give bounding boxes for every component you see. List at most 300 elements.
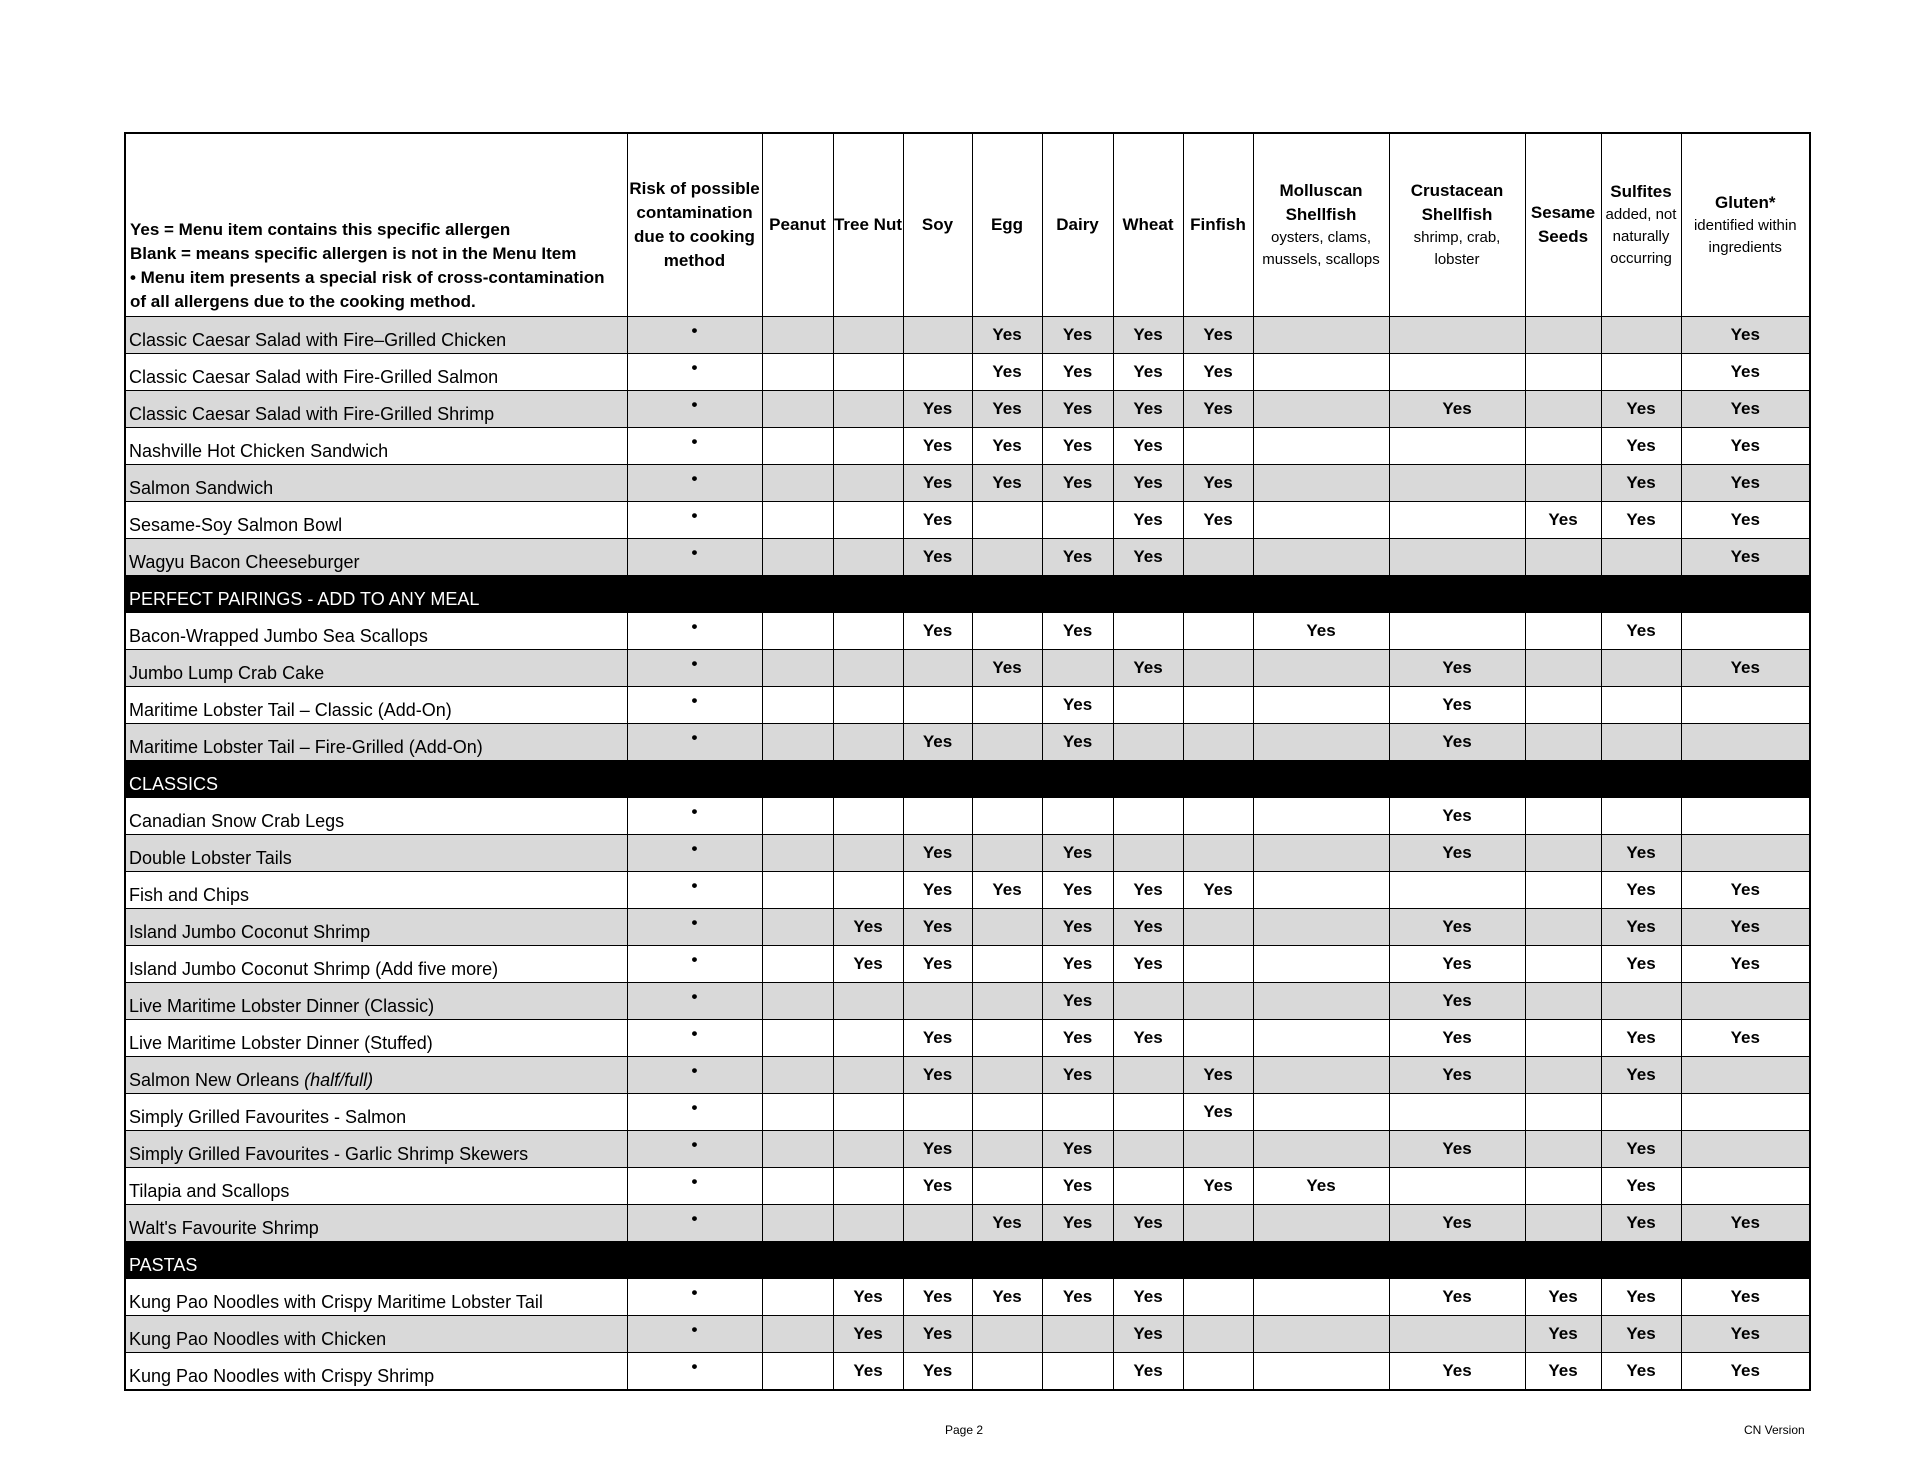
allergen-cell: Yes [1681, 1205, 1810, 1242]
risk-cell [627, 724, 762, 761]
allergen-cell: Yes [1681, 909, 1810, 946]
allergen-cell [833, 687, 903, 724]
allergen-cell: Yes [1113, 428, 1183, 465]
risk-bullet-icon: • [691, 1209, 698, 1228]
allergen-cell: Yes [1042, 983, 1113, 1020]
risk-cell [627, 502, 762, 539]
allergen-cell [762, 539, 833, 576]
allergen-cell [1525, 687, 1601, 724]
allergen-cell [1525, 428, 1601, 465]
allergen-cell: Yes [903, 1057, 972, 1094]
allergen-cell [1681, 1168, 1810, 1205]
table-row [125, 946, 1810, 983]
allergen-cell [1253, 502, 1389, 539]
col-header-soy: Soy [903, 133, 972, 317]
allergen-cell [762, 1279, 833, 1316]
allergen-cell [1183, 650, 1253, 687]
allergen-cell: Yes [903, 1353, 972, 1391]
allergen-cell: Yes [1525, 1279, 1601, 1316]
col-header-gluten: Gluten* identified within ingredients [1681, 133, 1810, 317]
allergen-cell [1389, 354, 1525, 391]
allergen-cell [1253, 354, 1389, 391]
allergen-cell [1113, 798, 1183, 835]
risk-bullet-icon: • [691, 1172, 698, 1191]
allergen-cell [903, 1094, 972, 1131]
table-row [125, 1020, 1810, 1057]
risk-bullet-icon: • [691, 950, 698, 969]
allergen-cell [1601, 354, 1681, 391]
allergen-cell: Yes [1042, 1279, 1113, 1316]
table-row [125, 1168, 1810, 1205]
allergen-cell [1389, 317, 1525, 354]
allergen-cell: Yes [1042, 1168, 1113, 1205]
table-row [125, 465, 1810, 502]
allergen-cell: Yes [1042, 354, 1113, 391]
allergen-cell [1525, 1094, 1601, 1131]
allergen-cell: Yes [1525, 1353, 1601, 1391]
allergen-cell: Yes [903, 835, 972, 872]
page-number: Page 2 [945, 1423, 984, 1437]
risk-bullet-icon: • [691, 1098, 698, 1117]
allergen-cell [1183, 1353, 1253, 1391]
col-header-finfish: Finfish [1183, 133, 1253, 317]
risk-bullet-icon: • [691, 395, 698, 414]
risk-cell [627, 428, 762, 465]
allergen-cell [972, 502, 1042, 539]
col-header-crustacean-shellfish: Crustacean Shellfish shrimp, crab, lobster [1389, 133, 1525, 317]
allergen-cell [1253, 428, 1389, 465]
allergen-cell [1525, 909, 1601, 946]
allergen-cell [1253, 1279, 1389, 1316]
allergen-cell: Yes [1042, 1205, 1113, 1242]
allergen-cell: Yes [1113, 354, 1183, 391]
allergen-cell: Yes [1601, 428, 1681, 465]
allergen-cell [833, 1057, 903, 1094]
allergen-cell [1253, 798, 1389, 835]
menu-item-name: Kung Pao Noodles with Crispy Maritime Lobster Tail [125, 1279, 627, 1316]
allergen-cell [833, 1131, 903, 1168]
allergen-cell [903, 687, 972, 724]
allergen-cell: Yes [903, 872, 972, 909]
allergen-cell: Yes [1525, 502, 1601, 539]
allergen-cell: Yes [833, 1279, 903, 1316]
allergen-cell: Yes [1113, 317, 1183, 354]
allergen-cell [762, 354, 833, 391]
table-row [125, 391, 1810, 428]
header-row [125, 133, 1810, 317]
allergen-cell [833, 798, 903, 835]
risk-cell [627, 1279, 762, 1316]
allergen-cell: Yes [1681, 354, 1810, 391]
allergen-cell: Yes [1681, 946, 1810, 983]
allergen-cell [903, 983, 972, 1020]
menu-item-name: Canadian Snow Crab Legs [125, 798, 627, 835]
allergen-cell: Yes [1601, 1279, 1681, 1316]
allergen-cell: Yes [1042, 428, 1113, 465]
allergen-cell [1525, 1057, 1601, 1094]
risk-bullet-icon: • [691, 617, 698, 636]
allergen-cell [833, 1020, 903, 1057]
allergen-cell [972, 798, 1042, 835]
allergen-cell [1389, 1094, 1525, 1131]
allergen-cell [833, 983, 903, 1020]
allergen-cell [1183, 946, 1253, 983]
table-row [125, 983, 1810, 1020]
allergen-cell [762, 1131, 833, 1168]
allergen-cell [1681, 613, 1810, 650]
allergen-cell [1525, 983, 1601, 1020]
allergen-cell: Yes [1113, 502, 1183, 539]
allergen-cell: Yes [903, 539, 972, 576]
allergen-cell [972, 1353, 1042, 1391]
allergen-cell: Yes [1042, 465, 1113, 502]
risk-cell [627, 613, 762, 650]
table-row [125, 1131, 1810, 1168]
allergen-cell: Yes [972, 1205, 1042, 1242]
allergen-cell: Yes [1042, 872, 1113, 909]
allergen-cell: Yes [903, 391, 972, 428]
allergen-cell: Yes [1389, 798, 1525, 835]
menu-item-name: Double Lobster Tails [125, 835, 627, 872]
allergen-cell [833, 872, 903, 909]
risk-bullet-icon: • [691, 839, 698, 858]
table-row [125, 798, 1810, 835]
allergen-cell: Yes [1601, 1057, 1681, 1094]
allergen-cell [1525, 539, 1601, 576]
menu-item-name: Classic Caesar Salad with Fire-Grilled Shrimp [125, 391, 627, 428]
allergen-cell [762, 650, 833, 687]
risk-cell [627, 650, 762, 687]
risk-cell [627, 1131, 762, 1168]
allergen-cell [1525, 465, 1601, 502]
allergen-cell: Yes [903, 465, 972, 502]
col-header-sesame-seeds: Sesame Seeds [1525, 133, 1601, 317]
section-title: PERFECT PAIRINGS - ADD TO ANY MEAL [125, 576, 1810, 613]
menu-item-name: Maritime Lobster Tail – Fire-Grilled (Add-On) [125, 724, 627, 761]
allergen-cell: Yes [1601, 502, 1681, 539]
allergen-cell [833, 1205, 903, 1242]
col-header-wheat: Wheat [1113, 133, 1183, 317]
allergen-cell: Yes [1681, 502, 1810, 539]
table-row [125, 428, 1810, 465]
allergen-cell: Yes [1183, 872, 1253, 909]
allergen-cell [762, 1020, 833, 1057]
risk-bullet-icon: • [691, 432, 698, 451]
allergen-cell [1525, 1205, 1601, 1242]
allergen-cell [1389, 1168, 1525, 1205]
allergen-cell [1253, 724, 1389, 761]
allergen-cell [1183, 687, 1253, 724]
allergen-cell [972, 724, 1042, 761]
allergen-cell [1681, 983, 1810, 1020]
risk-bullet-icon: • [691, 543, 698, 562]
risk-bullet-icon: • [691, 321, 698, 340]
allergen-cell [762, 983, 833, 1020]
allergen-cell [833, 1094, 903, 1131]
menu-item-name: Fish and Chips [125, 872, 627, 909]
version-label: CN Version [1744, 1423, 1805, 1437]
allergen-cell [1113, 1131, 1183, 1168]
allergen-cell [833, 354, 903, 391]
menu-item-name: Classic Caesar Salad with Fire–Grilled Chicken [125, 317, 627, 354]
allergen-cell [1113, 687, 1183, 724]
allergen-cell [1183, 983, 1253, 1020]
allergen-cell [1253, 1131, 1389, 1168]
allergen-cell: Yes [972, 872, 1042, 909]
allergen-cell: Yes [972, 465, 1042, 502]
allergen-cell [762, 502, 833, 539]
allergen-cell: Yes [1389, 1057, 1525, 1094]
legend-blank-meaning: Blank = means specific allergen is not in the Menu Item [130, 244, 577, 263]
allergen-cell [1601, 650, 1681, 687]
allergen-cell [972, 539, 1042, 576]
allergen-cell [1042, 798, 1113, 835]
table-row [125, 909, 1810, 946]
allergen-cell [833, 428, 903, 465]
allergen-cell [1525, 354, 1601, 391]
allergen-cell [1389, 502, 1525, 539]
allergen-cell: Yes [833, 909, 903, 946]
table-row [125, 872, 1810, 909]
allergen-cell [1525, 391, 1601, 428]
risk-cell [627, 1020, 762, 1057]
allergen-cell [1601, 317, 1681, 354]
allergen-cell [833, 539, 903, 576]
allergen-cell [1525, 1168, 1601, 1205]
allergen-cell [1253, 1353, 1389, 1391]
allergen-cell: Yes [1601, 946, 1681, 983]
allergen-cell: Yes [1042, 724, 1113, 761]
risk-cell [627, 465, 762, 502]
allergen-cell [972, 1020, 1042, 1057]
col-header-dairy: Dairy [1042, 133, 1113, 317]
risk-bullet-icon: • [691, 469, 698, 488]
allergen-cell: Yes [903, 502, 972, 539]
allergen-cell: Yes [1601, 1020, 1681, 1057]
allergen-cell: Yes [1183, 465, 1253, 502]
allergen-cell [972, 1057, 1042, 1094]
allergen-cell [1253, 317, 1389, 354]
allergen-cell: Yes [1601, 1168, 1681, 1205]
risk-cell [627, 909, 762, 946]
risk-cell [627, 983, 762, 1020]
allergen-cell: Yes [1681, 391, 1810, 428]
section-title: PASTAS [125, 1242, 1810, 1279]
risk-cell [627, 1094, 762, 1131]
allergen-cell: Yes [903, 724, 972, 761]
allergen-cell [833, 613, 903, 650]
allergen-cell [1525, 317, 1601, 354]
menu-item-name: Bacon-Wrapped Jumbo Sea Scallops [125, 613, 627, 650]
menu-item-name: Wagyu Bacon Cheeseburger [125, 539, 627, 576]
allergen-cell: Yes [1389, 1131, 1525, 1168]
allergen-cell [1601, 983, 1681, 1020]
table-row [125, 1316, 1810, 1353]
allergen-cell: Yes [1681, 428, 1810, 465]
allergen-cell [833, 502, 903, 539]
risk-bullet-icon: • [691, 691, 698, 710]
menu-item-name: Simply Grilled Favourites - Salmon [125, 1094, 627, 1131]
risk-cell [627, 1057, 762, 1094]
allergen-cell [972, 1131, 1042, 1168]
allergen-cell: Yes [1042, 835, 1113, 872]
allergen-cell: Yes [1681, 465, 1810, 502]
allergen-cell: Yes [1113, 391, 1183, 428]
allergen-cell [762, 613, 833, 650]
risk-cell [627, 835, 762, 872]
allergen-cell: Yes [903, 428, 972, 465]
allergen-cell [1601, 798, 1681, 835]
col-header-molluscan-shellfish: Molluscan Shellfish oysters, clams, mussels, scallops [1253, 133, 1389, 317]
allergen-cell [1183, 798, 1253, 835]
risk-bullet-icon: • [691, 654, 698, 673]
allergen-cell: Yes [1113, 1316, 1183, 1353]
allergen-cell [1525, 946, 1601, 983]
allergen-cell: Yes [1389, 1279, 1525, 1316]
allergen-cell: Yes [1113, 465, 1183, 502]
allergen-cell [1113, 835, 1183, 872]
allergen-cell [1681, 724, 1810, 761]
allergen-cell: Yes [1113, 1279, 1183, 1316]
allergen-cell: Yes [972, 317, 1042, 354]
risk-cell [627, 946, 762, 983]
allergen-cell [1042, 1316, 1113, 1353]
allergen-cell [1525, 724, 1601, 761]
allergen-cell: Yes [1389, 983, 1525, 1020]
allergen-cell [1042, 650, 1113, 687]
allergen-cell [1183, 1279, 1253, 1316]
allergen-cell [903, 354, 972, 391]
allergen-cell [762, 1057, 833, 1094]
allergen-cell: Yes [1253, 1168, 1389, 1205]
table-row [125, 354, 1810, 391]
allergen-cell: Yes [1113, 1353, 1183, 1391]
risk-cell [627, 354, 762, 391]
allergen-cell [1253, 1057, 1389, 1094]
allergen-cell: Yes [1681, 872, 1810, 909]
allergen-cell: Yes [1042, 687, 1113, 724]
risk-cell [627, 1353, 762, 1391]
table-row [125, 502, 1810, 539]
risk-cell [627, 539, 762, 576]
allergen-cell: Yes [1681, 1020, 1810, 1057]
allergen-cell [833, 391, 903, 428]
allergen-cell: Yes [1113, 650, 1183, 687]
allergen-cell [833, 724, 903, 761]
allergen-cell [762, 428, 833, 465]
allergen-cell: Yes [903, 909, 972, 946]
risk-bullet-icon: • [691, 728, 698, 747]
allergen-cell: Yes [1601, 1316, 1681, 1353]
risk-bullet-icon: • [691, 802, 698, 821]
allergen-cell [833, 835, 903, 872]
allergen-cell [1525, 798, 1601, 835]
menu-item-name: Live Maritime Lobster Dinner (Classic) [125, 983, 627, 1020]
allergen-cell [1113, 1168, 1183, 1205]
allergen-cell [1113, 1057, 1183, 1094]
allergen-cell [1253, 835, 1389, 872]
allergen-cell [903, 317, 972, 354]
menu-item-name: Sesame-Soy Salmon Bowl [125, 502, 627, 539]
allergen-cell [762, 1353, 833, 1391]
allergen-cell: Yes [1389, 650, 1525, 687]
allergen-cell: Yes [1042, 1020, 1113, 1057]
allergen-cell: Yes [903, 946, 972, 983]
allergen-cell: Yes [1681, 1279, 1810, 1316]
allergen-cell [762, 909, 833, 946]
risk-cell [627, 798, 762, 835]
allergen-cell [833, 650, 903, 687]
col-header-risk: Risk of possible contamination due to cooking method [627, 133, 762, 317]
allergen-cell: Yes [1681, 1353, 1810, 1391]
table-row [125, 724, 1810, 761]
risk-cell [627, 687, 762, 724]
allergen-cell [1183, 835, 1253, 872]
allergen-cell [762, 391, 833, 428]
allergen-cell: Yes [833, 1316, 903, 1353]
risk-bullet-icon: • [691, 1135, 698, 1154]
menu-item-name: Nashville Hot Chicken Sandwich [125, 428, 627, 465]
risk-cell [627, 391, 762, 428]
legend-yes-meaning: Yes = Menu item contains this specific allergen [130, 220, 511, 239]
table-row [125, 539, 1810, 576]
allergen-cell: Yes [1389, 724, 1525, 761]
allergen-cell: Yes [1183, 1057, 1253, 1094]
allergen-cell [1389, 428, 1525, 465]
allergen-table [124, 132, 1811, 1391]
allergen-cell: Yes [972, 1279, 1042, 1316]
allergen-cell [1389, 1316, 1525, 1353]
allergen-cell [1253, 872, 1389, 909]
allergen-cell: Yes [1601, 613, 1681, 650]
allergen-cell [1525, 1020, 1601, 1057]
table-row [125, 650, 1810, 687]
allergen-cell [1253, 539, 1389, 576]
allergen-cell: Yes [1183, 1168, 1253, 1205]
allergen-cell: Yes [1113, 539, 1183, 576]
allergen-cell: Yes [1389, 946, 1525, 983]
table-row [125, 613, 1810, 650]
allergen-cell [1183, 724, 1253, 761]
allergen-cell [833, 465, 903, 502]
allergen-cell [1253, 1205, 1389, 1242]
menu-item-name: Island Jumbo Coconut Shrimp (Add five more) [125, 946, 627, 983]
section-header-row [125, 576, 1810, 613]
allergen-cell [972, 983, 1042, 1020]
section-title: CLASSICS [125, 761, 1810, 798]
allergen-cell [833, 1168, 903, 1205]
allergen-cell [1253, 650, 1389, 687]
allergen-cell: Yes [903, 1131, 972, 1168]
allergen-cell [1183, 1205, 1253, 1242]
allergen-cell [762, 872, 833, 909]
allergen-cell [762, 317, 833, 354]
allergen-cell [1183, 428, 1253, 465]
allergen-cell: Yes [1042, 1131, 1113, 1168]
allergen-cell [762, 687, 833, 724]
allergen-cell [1681, 798, 1810, 835]
allergen-cell: Yes [1113, 872, 1183, 909]
allergen-cell: Yes [903, 1279, 972, 1316]
allergen-cell [1389, 872, 1525, 909]
allergen-cell: Yes [903, 613, 972, 650]
allergen-cell [1183, 613, 1253, 650]
allergen-cell: Yes [1389, 1353, 1525, 1391]
allergen-cell: Yes [1389, 1020, 1525, 1057]
allergen-cell: Yes [1183, 317, 1253, 354]
allergen-cell [1389, 539, 1525, 576]
allergen-cell: Yes [833, 1353, 903, 1391]
